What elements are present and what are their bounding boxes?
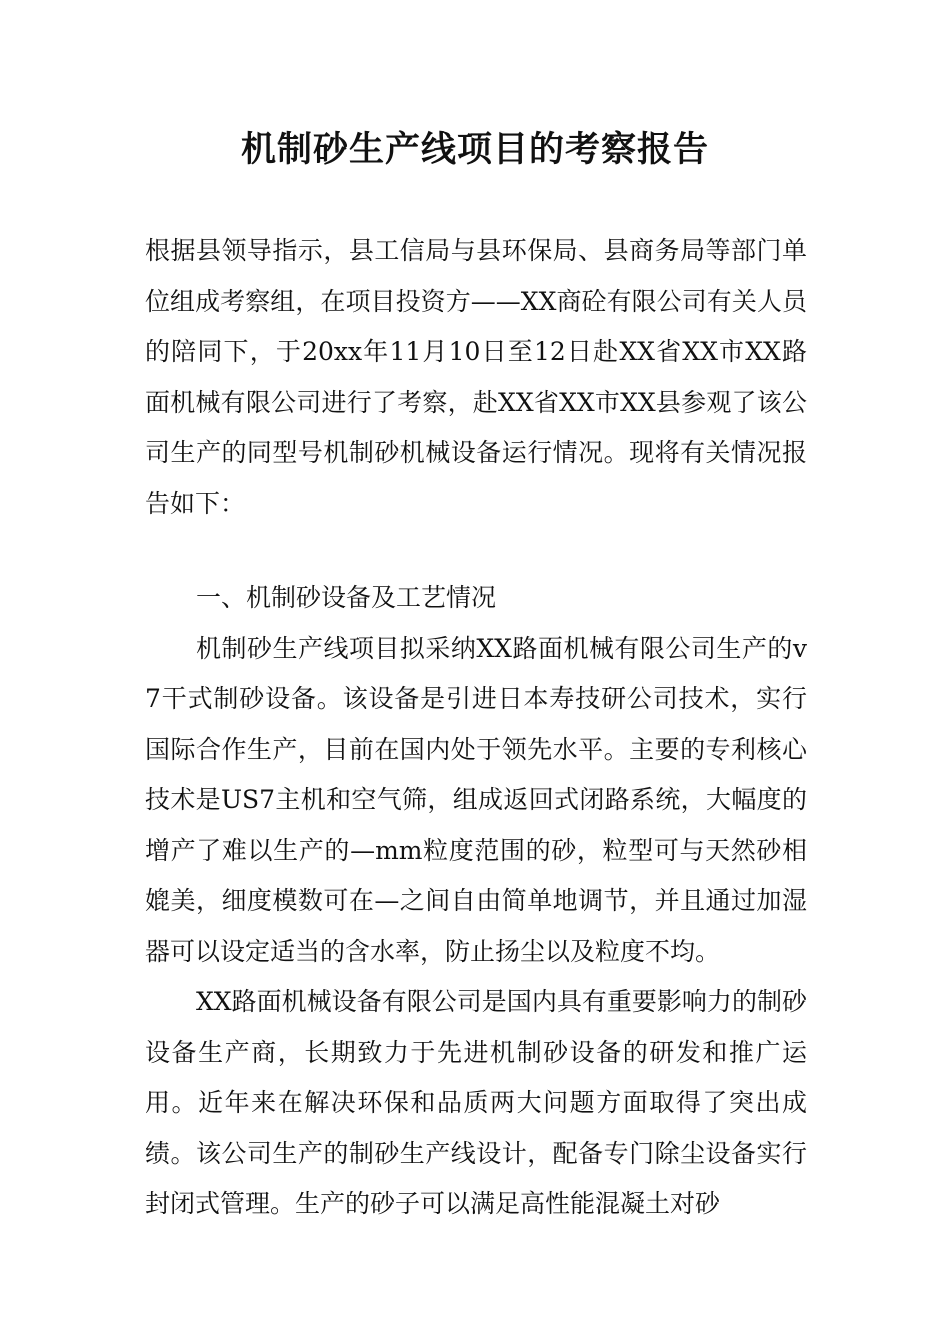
intro-block (145, 226, 807, 529)
section-1 (145, 573, 807, 1230)
document-title: 机制砂生产线项目的考察报告 (240, 130, 709, 170)
section-1-paragraph-1: 机制砂生产线项目拟采纳XX路面机械有限公司生产的v7干式制砂设备。该设备是引进日本寿技研公司技术，实行国际合作生产，目前在国内处于领先水平。主要的专利核心技术是US7主机和空气筛，组成返回式闭路系统，大幅度的增产了难以生产的—mm粒度范围的砂，粒型可与天然砂相媲美，细度模数可在—之间自由简单地调节，并且通过加湿器可以设定适当的含水率，防止扬尘以及粒度不均。 (145, 633, 807, 966)
section-1-paragraph-2: XX路面机械设备有限公司是国内具有重要影响力的制砂设备生产商，长期致力于先进机制砂设备的研发和推广运用。近年来在解决环保和品质两大问题方面取得了突出成绩。该公司生产的制砂生产线设计，配备专门除尘设备实行封闭式管理。生产的砂子可以满足高性能混凝土对砂 (145, 987, 807, 1218)
intro-paragraph: 根据县领导指示，县工信局与县环保局、县商务局等部门单位组成考察组，在项目投资方——XX商砼有限公司有关人员的陪同下，于20xx年11月10日至12日赴XX省XX市XX路面机械有限公司进行了考察，赴XX省XX市XX县参观了该公司生产的同型号机制砂机械设备运行情况。现将有关情况报告如下： (145, 236, 807, 518)
section-1-heading: 一、机制砂设备及工艺情况 (196, 583, 497, 612)
